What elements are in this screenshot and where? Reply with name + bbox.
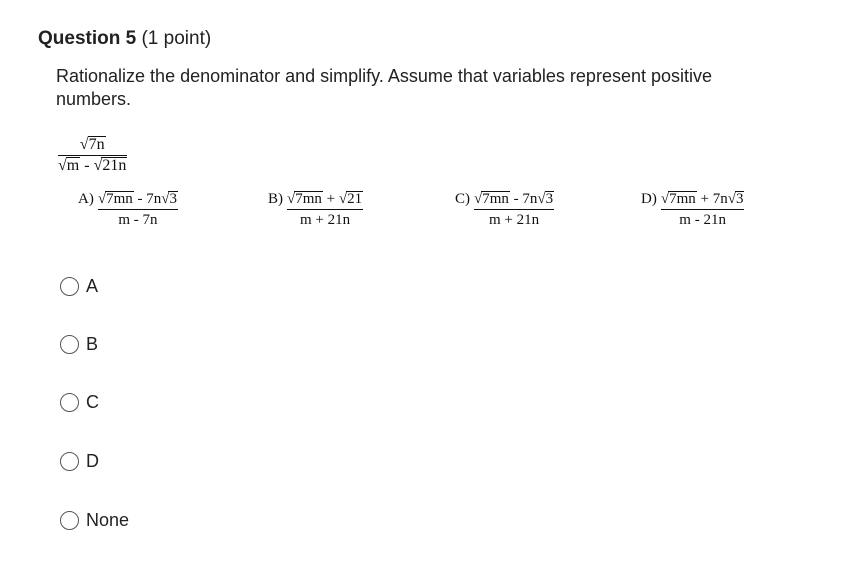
choice-numerator [474,190,554,208]
choice-c [455,190,554,229]
radical-icon: √ [287,191,296,207]
choice-d [641,190,744,229]
fraction-bar [474,209,554,210]
fraction-bar [287,209,363,210]
option-a[interactable] [60,276,98,297]
choice-letter: D) [641,191,657,207]
option-c[interactable] [60,392,99,413]
choice-a [78,190,178,229]
option-label: None [86,510,130,530]
radicand: 3 [735,191,744,207]
choice-denominator: m + 21n [299,212,351,228]
numerator-radicand: 7n [88,136,105,153]
radicand: 7mn [106,191,133,207]
radio-button[interactable] [60,511,79,530]
choice-b [268,190,363,229]
choice-fraction [287,190,363,229]
option-label: B [86,334,99,354]
coefficient: 7n [712,191,728,207]
radical-icon: √ [474,191,483,207]
option-label: C [86,392,99,412]
fraction-bar [98,209,178,210]
option-label: A [86,276,99,296]
choice-numerator [661,190,745,208]
operator: - [137,191,143,207]
coefficient: 7n [146,191,162,207]
radio-button[interactable] [60,393,79,412]
radio-button[interactable] [60,452,79,471]
radical-icon: √ [93,157,103,174]
choice-numerator [98,190,178,208]
choice-fraction [661,190,745,229]
choice-letter: C) [455,191,470,207]
radicand: 7mn [482,191,509,207]
question-title [38,27,211,51]
coefficient: 7n [522,191,538,207]
expression-denominator [58,157,127,175]
question-number: Question 5 [38,28,137,49]
operator: + [326,191,336,207]
radicand: 7mn [669,191,696,207]
option-none[interactable] [60,510,129,531]
radical-icon: √ [97,191,107,207]
choice-fraction [474,190,554,229]
radicand: 3 [169,191,177,207]
option-d[interactable] [60,451,99,472]
radical-icon: √ [338,191,348,207]
radical-icon: √ [58,157,67,174]
choice-letter: B) [268,191,283,207]
radical-icon: √ [79,136,89,153]
denominator-right-radicand: 21n [102,157,127,174]
radicand: 21 [347,191,363,207]
radicand: 7mn [295,191,322,207]
denominator-operator: - [84,157,90,174]
operator: + [700,191,709,207]
operator: - [513,191,519,207]
question-prompt: Rationalize the denominator and simplify. Assume that variables represent positive numbers. [56,66,713,109]
fraction-bar [58,155,127,156]
radio-button[interactable] [60,335,79,354]
choice-fraction [98,190,178,229]
denominator-left-radicand: m [66,157,80,174]
radio-button[interactable] [60,277,79,296]
choice-denominator: m - 21n [679,212,726,228]
question-points: (1 point) [141,28,212,49]
choice-letter: A) [78,191,94,207]
radicand: 3 [545,191,554,207]
expression-numerator [80,136,106,154]
radical-icon: √ [727,191,736,207]
radical-icon: √ [161,191,170,207]
choice-denominator: m - 7n [118,212,158,228]
fraction-bar [661,209,745,210]
radical-icon: √ [660,191,670,207]
option-b[interactable] [60,334,98,355]
choice-numerator [287,190,363,208]
radical-icon: √ [537,191,546,207]
choice-denominator: m + 21n [489,212,540,228]
expression-fraction [58,136,127,175]
option-label: D [86,451,99,471]
